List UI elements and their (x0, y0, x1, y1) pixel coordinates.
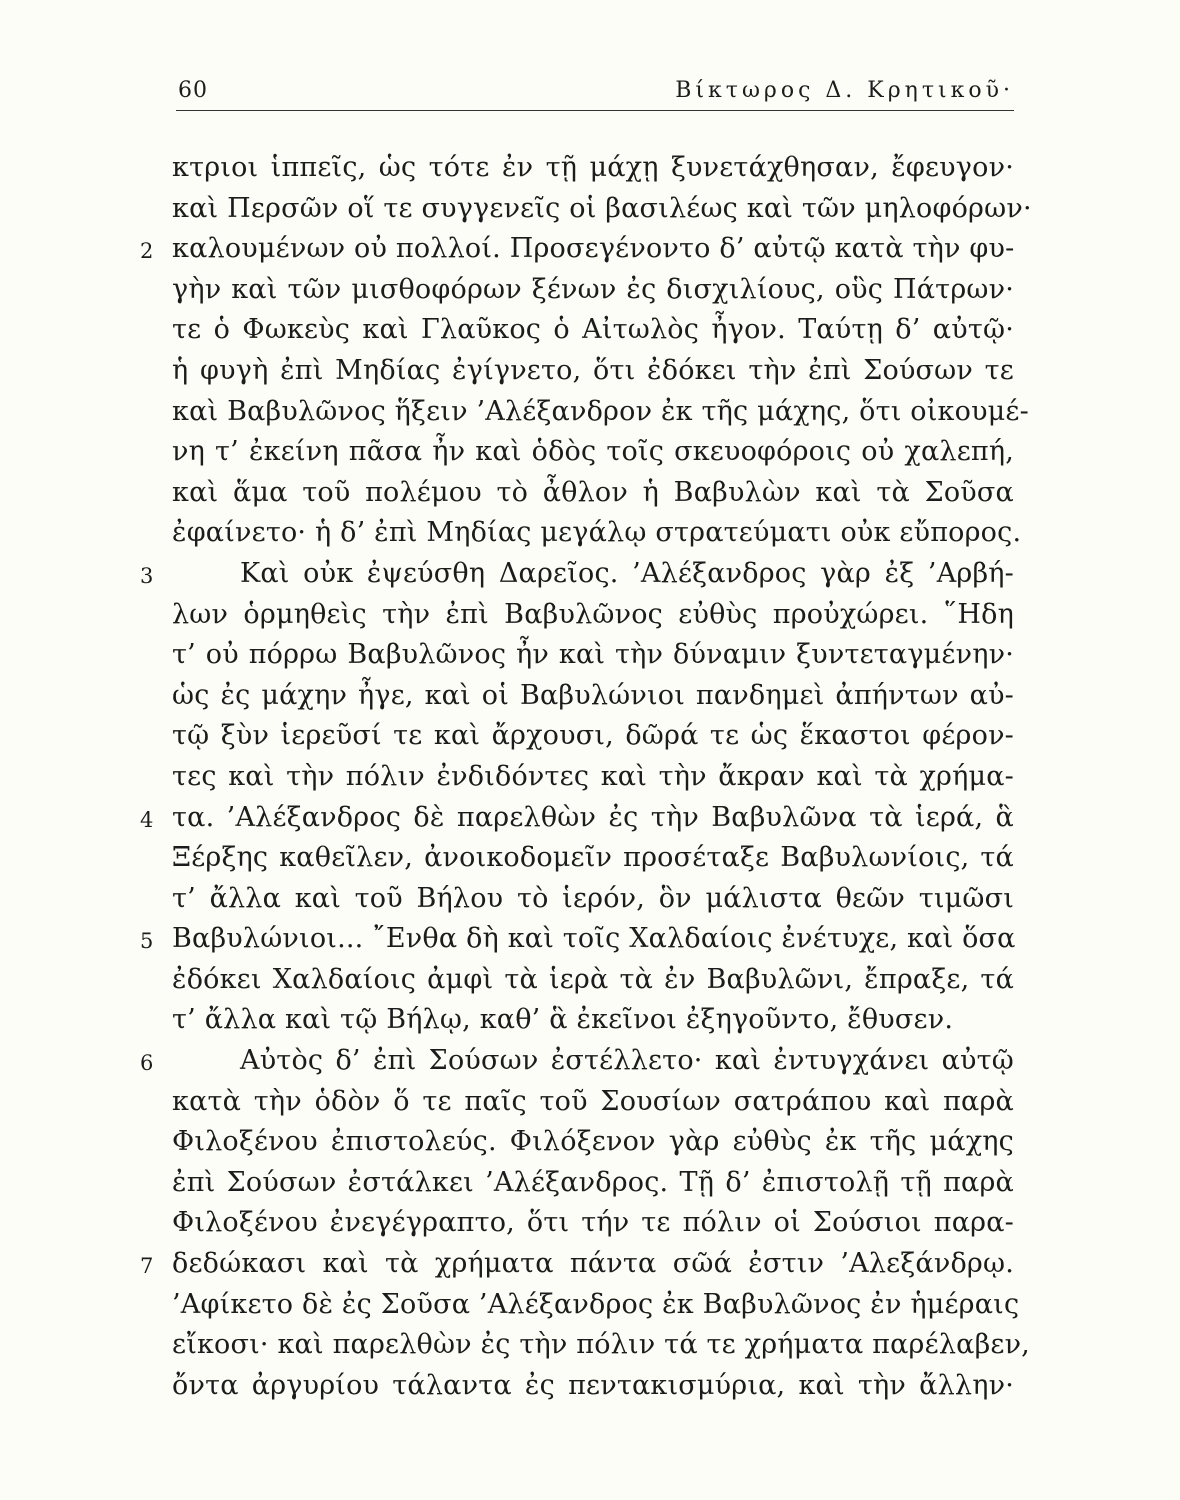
line-text: Βαβυλώνιοι... ῎Ενθα δὴ καὶ τοῖς Χαλδαίοις ἐνέτυχε, καὶ ὅσα (172, 923, 1016, 955)
line-text: ’Αφίκετο δὲ ἐς Σοῦσα ’Αλέξανδρος ἐκ Βαβυλῶνος ἐν ἡμέραις (172, 1288, 1020, 1320)
line-text: γὴν καὶ τῶν μισθοφόρων ξένων ἐς δισχιλίους, οὓς Πάτρων· (172, 273, 1014, 305)
text-line (0, 270, 1180, 311)
line-text: τ’ οὐ πόρρω Βαβυλῶνος ἦν καὶ τὴν δύναμιν ξυντεταγμένην· (172, 639, 1014, 671)
line-text: τῷ ξὺν ἱερεῦσί τε καὶ ἄρχουσι, δῶρά τε ὡς ἕκαστοι φέρον- (172, 720, 1014, 752)
text-line (0, 879, 1180, 920)
section-number: 7 (140, 1254, 154, 1279)
text-line (0, 1122, 1180, 1163)
line-text: καὶ Περσῶν οἵ τε συγγενεῖς οἱ βασιλέως καὶ τῶν μηλοφόρων· (172, 192, 1032, 224)
text-line (0, 1203, 1180, 1244)
text-line (0, 635, 1180, 676)
page-number: 60 (178, 78, 208, 103)
line-text: καλουμένων οὐ πολλοί. Προσεγένοντο δ’ αὐτῷ κατὰ τὴν φυ- (172, 233, 1015, 265)
text-line (0, 392, 1180, 433)
line-text: εἴκοσι· καὶ παρελθὼν ἐς τὴν πόλιν τά τε χρήματα παρέλαβεν, (172, 1329, 1030, 1361)
line-text: τες καὶ τὴν πόλιν ἐνδιδόντες καὶ τὴν ἄκραν καὶ τὰ χρήμα- (172, 760, 1014, 792)
line-text: ὄντα ἀργυρίου τάλαντα ἐς πεντακισμύρια, καὶ τὴν ἄλλην· (172, 1369, 1014, 1401)
line-text: κατὰ τὴν ὁδὸν ὅ τε παῖς τοῦ Σουσίων σατράπου καὶ παρὰ (172, 1085, 1014, 1117)
line-text: Φιλοξένου ἐνεγέγραπτο, ὅτι τήν τε πόλιν οἱ Σούσιοι παρα- (172, 1207, 1014, 1239)
text-line (0, 513, 1180, 554)
line-text: τα. ’Αλέξανδρος δὲ παρελθὼν ἐς τὴν Βαβυλῶνα τὰ ἱερά, ἃ (172, 801, 1014, 833)
text-line (0, 1163, 1180, 1204)
text-line (0, 960, 1180, 1001)
line-text: καὶ Βαβυλῶνος ἥξειν ’Αλέξανδρον ἐκ τῆς μάχης, ὅτι οἰκουμέ- (172, 395, 1029, 427)
text-line (0, 1000, 1180, 1041)
line-text: Αὐτὸς δ’ ἐπὶ Σούσων ἐστέλλετο· καὶ ἐντυγχάνει αὐτῷ (240, 1045, 1014, 1077)
line-text: ἐδόκει Χαλδαίοις ἀμφὶ τὰ ἱερὰ τὰ ἐν Βαβυλῶνι, ἔπραξε, τά (172, 963, 1014, 995)
line-text: ἡ φυγὴ ἐπὶ Μηδίας ἐγίγνετο, ὅτι ἐδόκει τὴν ἐπὶ Σούσων τε (172, 354, 1014, 386)
line-text: Ξέρξης καθεῖλεν, ἀνοικοδομεῖν προσέταξε Βαβυλωνίοις, τά (172, 842, 1014, 874)
line-text: λων ὁρμηθεὶς τὴν ἐπὶ Βαβυλῶνος εὐθὺς προὐχώρει. ῞Ηδη (172, 598, 1014, 630)
line-text: ἐφαίνετο· ἡ δ’ ἐπὶ Μηδίας μεγάλῳ στρατεύματι οὐκ εὔπορος. (172, 517, 1022, 549)
line-text: καὶ ἅμα τοῦ πολέμου τὸ ἆθλον ἡ Βαβυλὼν καὶ τὰ Σοῦσα (172, 476, 1014, 508)
section-number: 4 (140, 807, 154, 832)
line-text: τ’ ἄλλα καὶ τοῦ Βήλου τὸ ἱερόν, ὃν μάλιστα θεῶν τιμῶσι (172, 882, 1014, 914)
text-line (0, 310, 1180, 351)
text-line (0, 1082, 1180, 1123)
line-text: τ’ ἄλλα καὶ τῷ Βήλῳ, καθ’ ἃ ἐκεῖνοι ἐξηγοῦντο, ἔθυσεν. (172, 1004, 954, 1036)
section-number: 2 (140, 239, 154, 264)
text-line (0, 1244, 1180, 1285)
page-header (176, 70, 1014, 111)
text-line (0, 189, 1180, 230)
text-line (0, 473, 1180, 514)
text-line (0, 716, 1180, 757)
text-line (0, 1325, 1180, 1366)
text-line (0, 1366, 1180, 1407)
section-number: 6 (140, 1051, 154, 1076)
line-text: ὡς ἐς μάχην ἦγε, καὶ οἱ Βαβυλώνιοι πανδημεὶ ἀπήντων αὐ- (172, 679, 1014, 711)
text-line (0, 432, 1180, 473)
line-text: κτριοι ἱππεῖς, ὡς τότε ἐν τῇ μάχῃ ξυνετάχθησαν, ἔφευγον· (172, 152, 1014, 183)
running-title: Βίκτωρος Δ. Κρητικοῦ· (675, 78, 1014, 103)
text-line (0, 919, 1180, 960)
line-text: Καὶ οὐκ ἐψεύσθη Δαρεῖος. ’Αλέξανδρος γὰρ ἐξ ’Αρβή- (240, 557, 1014, 589)
text-line (0, 554, 1180, 595)
line-text: τε ὁ Φωκεὺς καὶ Γλαῦκος ὁ Αἰτωλὸς ἦγον. Ταύτῃ δ’ αὐτῷ· (172, 314, 1014, 346)
line-text: ἐπὶ Σούσων ἐστάλκει ’Αλέξανδρος. Τῇ δ’ ἐπιστολῇ τῇ παρὰ (172, 1166, 1014, 1198)
text-line (0, 595, 1180, 636)
text-line (0, 1041, 1180, 1082)
text-line (0, 229, 1180, 270)
line-text: νη τ’ ἐκείνη πᾶσα ἦν καὶ ὁδὸς τοῖς σκευοφόροις οὐ χαλεπή, (172, 436, 1014, 468)
body-text (0, 148, 1180, 1406)
line-text: δεδώκασι καὶ τὰ χρήματα πάντα σῶά ἐστιν ’Αλεξάνδρῳ. (172, 1248, 1014, 1280)
section-number: 3 (140, 563, 154, 588)
section-number: 5 (140, 929, 154, 954)
line-text: Φιλοξένου ἐπιστολεύς. Φιλόξενον γὰρ εὐθὺς ἐκ τῆς μάχης (172, 1126, 1014, 1158)
text-line (0, 838, 1180, 879)
text-line (0, 148, 1180, 189)
text-line (0, 676, 1180, 717)
text-line (0, 798, 1180, 839)
text-line (0, 757, 1180, 798)
text-line (0, 351, 1180, 392)
text-line (0, 1285, 1180, 1326)
